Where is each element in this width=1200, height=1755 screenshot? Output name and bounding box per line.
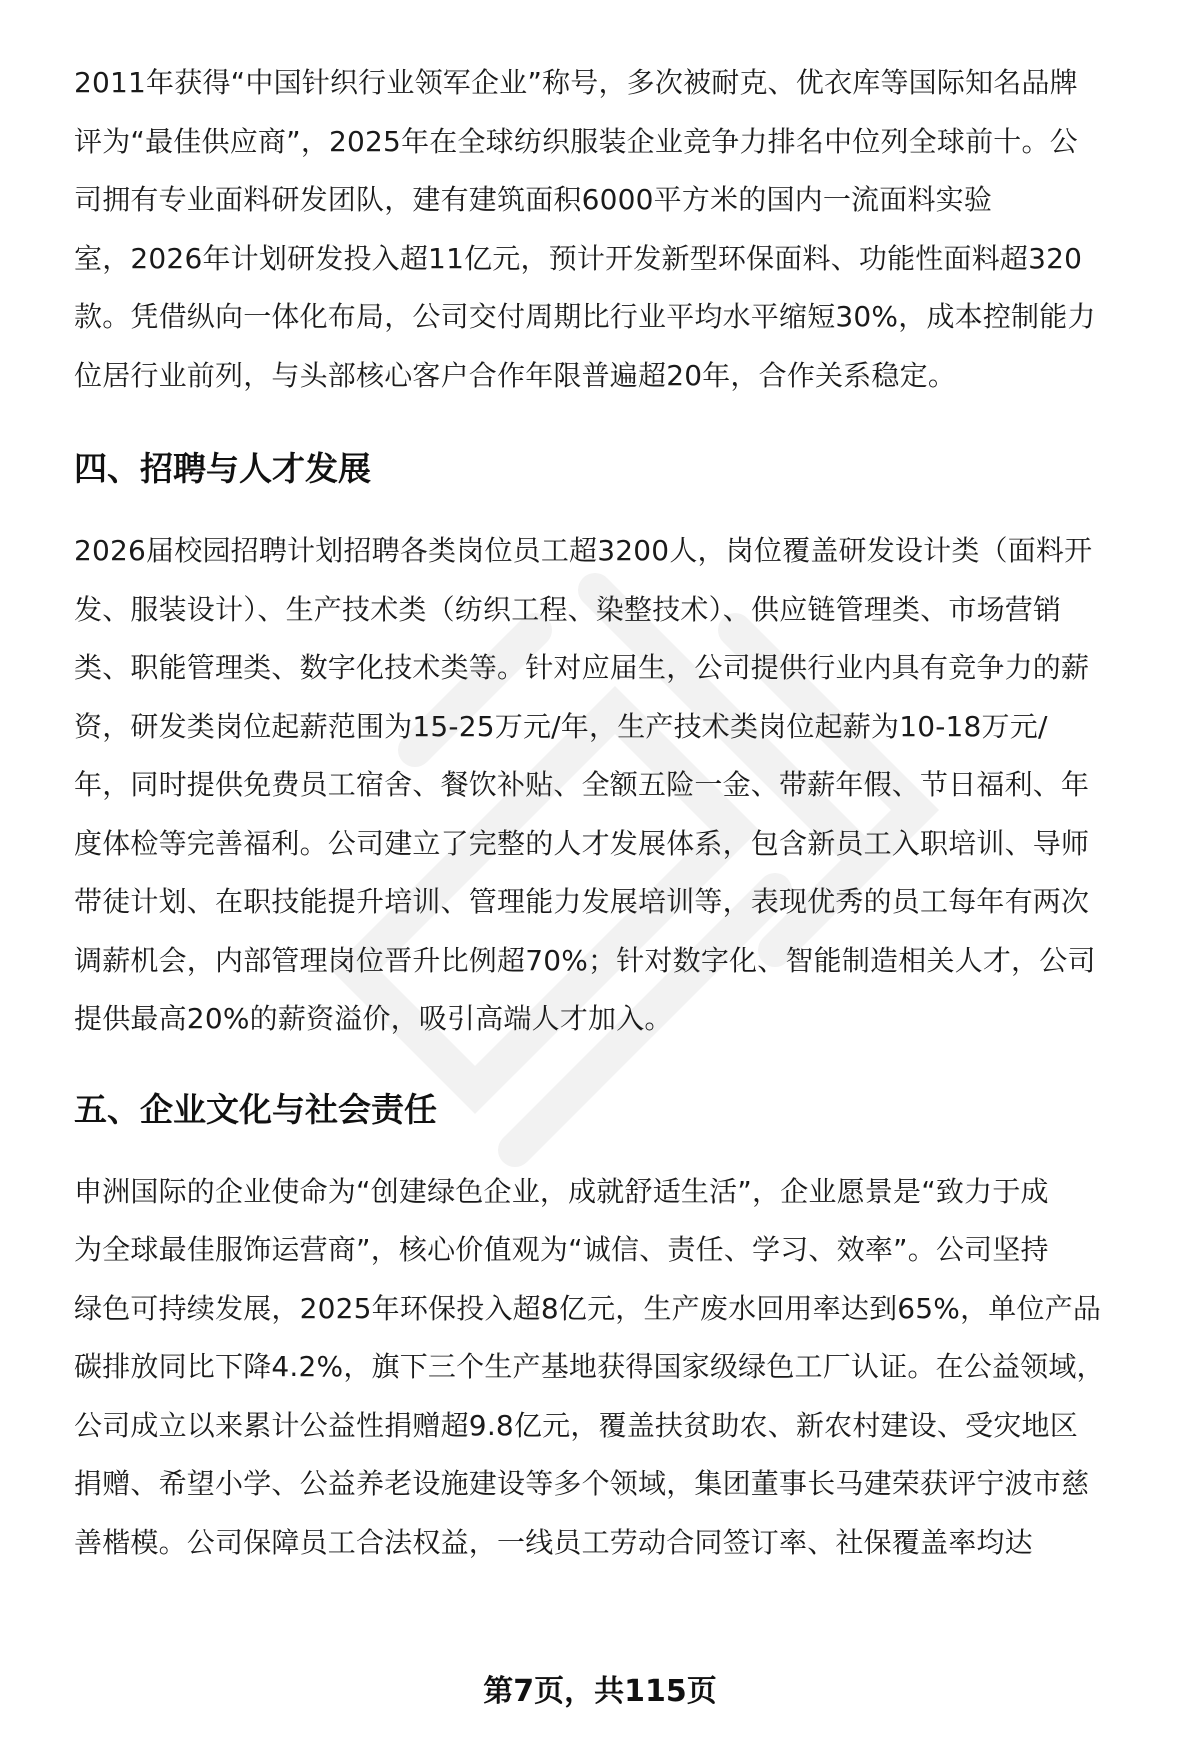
text-line: 为全球最佳服饰运营商”，核心价值观为“诚信、责任、学习、效率”。公司坚持 [74,1233,1049,1266]
text-line: 资，研发类岗位起薪范围为15-25万元/年，生产技术类岗位起薪为10-18万元/ [74,709,1048,743]
text-line: 提供最高20%的薪资溢价，吸引高端人才加入。 [74,1002,673,1035]
section-heading-recruitment: 四、招聘与人才发展 [74,449,371,488]
text-line: 年，同时提供免费员工宿舍、餐饮补贴、全额五险一金、带薪年假、节日福利、年 [74,768,1090,801]
text-line: 款。凭借纵向一体化布局，公司交付周期比行业平均水平缩短30%，成本控制能力 [74,300,1096,333]
text-line: 评为“最佳供应商”，2025年在全球纺织服装企业竞争力排名中位列全球前十。公 [74,124,1078,158]
document-body [74,54,1146,1572]
paragraph-culture [74,1163,1146,1573]
paragraph-recruitment [74,522,1146,1049]
text-line: 申洲国际的企业使命为“创建绿色企业，成就舒适生活”，企业愿景是“致力于成 [74,1174,1049,1208]
text-line: 善楷模。公司保障员工合法权益，一线员工劳动合同签订率、社保覆盖率均达 [74,1525,1033,1559]
text-line: 碳排放同比下降4.2%，旗下三个生产基地获得国家级绿色工厂认证。在公益领域， [74,1350,1105,1383]
paragraph-company-overview [74,54,1146,405]
text-line: 类、职能管理类、数字化技术类等。针对应届生，公司提供行业内具有竞争力的薪 [74,651,1090,684]
text-line: 发、服装设计）、生产技术类（纺织工程、染整技术）、供应链管理类、市场营销 [74,592,1062,626]
text-line: 2026届校园招聘计划招聘各类岗位员工超3200人，岗位覆盖研发设计类（面料开 [74,534,1093,567]
text-line: 捐赠、希望小学、公益养老设施建设等多个领域，集团董事长马建荣获评宁波市慈 [74,1467,1090,1500]
text-line: 位居行业前列，与头部核心客户合作年限普遍超20年，合作关系稳定。 [74,358,957,392]
text-line: 司拥有专业面料研发团队，建有建筑面积6000平方米的国内一流面料实验 [74,183,993,216]
text-line: 室，2026年计划研发投入超11亿元，预计开发新型环保面料、功能性面料超320 [74,241,1083,275]
text-line: 调薪机会，内部管理岗位晋升比例超70%；针对数字化、智能制造相关人才，公司 [74,943,1096,977]
page-number: 第7页，共115页 [483,1674,717,1709]
text-line: 公司成立以来累计公益性捐赠超9.8亿元，覆盖扶贫助农、新农村建设、受灾地区 [74,1408,1078,1442]
text-line: 带徒计划、在职技能提升培训、管理能力发展培训等，表现优秀的员工每年有两次 [74,885,1090,918]
section-heading-culture: 五、企业文化与社会责任 [74,1089,437,1129]
text-line: 2011年获得“中国针织行业领军企业”称号，多次被耐克、优衣库等国际知名品牌 [74,66,1078,99]
text-line: 度体检等完善福利。公司建立了完整的人才发展体系，包含新员工入职培训、导师 [74,826,1090,860]
text-line: 绿色可持续发展，2025年环保投入超8亿元，生产废水回用率达到65%，单位产品 [74,1291,1102,1325]
